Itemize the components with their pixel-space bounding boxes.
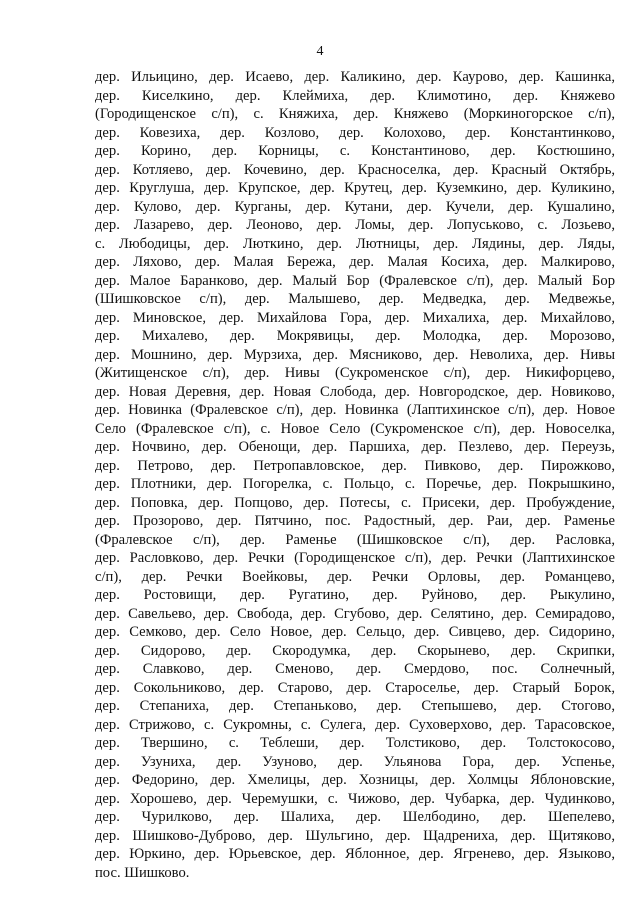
text-line: дер. Сидорово, дер. Скородумка, дер. Скорынево, дер. Скрипки, xyxy=(95,642,615,659)
text-line: Село (Фралевское с/п), с. Новое Село (Сукроменское с/п), дер. Новоселка, xyxy=(95,420,615,437)
text-line: с. Любодицы, дер. Люткино, дер. Лютницы, дер. Лядины, дер. Ляды, xyxy=(95,235,615,252)
text-line: дер. Киселкино, дер. Клеймиха, дер. Климотино, дер. Княжево xyxy=(95,87,615,104)
text-line: дер. Расловково, дер. Речки (Городищенское с/п), дер. Речки (Лаптихинское xyxy=(95,550,615,566)
text-line: дер. Хорошево, дер. Черемушки, с. Чижово, дер. Чубарка, дер. Чудинково, xyxy=(95,790,615,807)
text-line: дер. Миновское, дер. Михайлова Гора, дер. Михалиха, дер. Михайлово, xyxy=(95,309,615,326)
text-line: дер. Круглуша, дер. Крупское, дер. Крутец, дер. Куземкино, дер. Куликино, xyxy=(95,180,615,196)
settlement-list-text xyxy=(95,68,615,882)
text-line: дер. Ляхово, дер. Малая Бережа, дер. Малая Косиха, дер. Малкирово, xyxy=(95,254,615,270)
text-line: дер. Петрово, дер. Петропавловское, дер. Пивково, дер. Пирожково, xyxy=(95,457,615,474)
text-line: дер. Ильицино, дер. Исаево, дер. Каликино, дер. Каурово, дер. Кашинка, xyxy=(95,69,615,85)
text-line: дер. Плотники, дер. Погорелка, с. Польцо, с. Поречье, дер. Покрышкино, xyxy=(95,476,615,492)
text-line: дер. Ростовищи, дер. Ругатино, дер. Руйново, дер. Рыкулино, xyxy=(95,587,615,603)
text-line: дер. Чурилково, дер. Шалиха, дер. Шелбодино, дер. Шепелево, xyxy=(95,809,615,825)
text-line: дер. Сокольниково, дер. Старово, дер. Староселье, дер. Старый Борок, xyxy=(95,679,615,696)
text-line: дер. Ковезиха, дер. Козлово, дер. Колохово, дер. Константинково, xyxy=(95,124,615,141)
page-number: 4 xyxy=(316,44,324,59)
text-line: дер. Стрижово, с. Сукромны, с. Сулега, дер. Суховерхово, дер. Тарасовское, xyxy=(95,716,615,733)
text-line: дер. Семково, дер. Село Новое, дер. Сельцо, дер. Сивцево, дер. Сидорино, xyxy=(95,624,615,640)
text-line: дер. Михалево, дер. Мокрявицы, дер. Молодка, дер. Морозово, xyxy=(95,328,615,344)
text-line: дер. Корино, дер. Корницы, с. Константиново, дер. Костюшино, xyxy=(95,143,615,159)
text-line: (Житищенское с/п), дер. Нивы (Сукроменское с/п), дер. Никифорцево, xyxy=(95,365,615,381)
text-line: дер. Малое Баранково, дер. Малый Бор (Фралевское с/п), дер. Малый Бор xyxy=(95,272,615,289)
text-line: дер. Узуниха, дер. Узуново, дер. Ульянова Гора, дер. Успенье, xyxy=(95,753,615,770)
text-line: с/п), дер. Речки Воейковы, дер. Речки Орловы, дер. Романцево, xyxy=(95,568,615,585)
text-line: дер. Новинка (Фралевское с/п), дер. Новинка (Лаптихинское с/п), дер. Новое xyxy=(95,402,615,418)
text-line: дер. Лазарево, дер. Леоново, дер. Ломы, дер. Лопуськово, с. Лозьево, xyxy=(95,217,615,233)
text-line: дер. Юркино, дер. Юрьевское, дер. Яблонное, дер. Ягренево, дер. Языково, xyxy=(95,846,615,862)
text-line: дер. Федорино, дер. Хмелицы, дер. Хозницы, дер. Холмцы Яблоновские, xyxy=(95,772,615,788)
text-line: дер. Котляево, дер. Кочевино, дер. Красноселка, дер. Красный Октябрь, xyxy=(95,161,615,178)
text-line: дер. Степаниха, дер. Степанькoво, дер. Степышево, дер. Стогово, xyxy=(95,698,615,714)
text-line: (Фралевское с/п), дер. Раменье (Шишковское с/п), дер. Расловка, xyxy=(95,531,615,548)
text-line: дер. Савельево, дер. Свобода, дер. Сгубово, дер. Селятино, дер. Семирадово, xyxy=(95,605,615,622)
text-line: дер. Шишково-Дуброво, дер. Шульгино, дер. Щадрениха, дер. Щитяково, xyxy=(95,827,615,844)
text-line: дер. Прозорово, дер. Пятчино, пос. Радостный, дер. Раи, дер. Раменье xyxy=(95,513,615,529)
text-line: (Городищенское с/п), с. Княжиха, дер. Княжево (Моркиногорское с/п), xyxy=(95,106,615,122)
text-line: пос. Шишково. xyxy=(95,864,190,881)
text-line: дер. Поповка, дер. Попцово, дер. Потесы, с. Присеки, дер. Пробуждение, xyxy=(95,494,615,511)
text-line: дер. Твершино, с. Теблеши, дер. Толстиково, дер. Толстокосово, xyxy=(95,735,615,751)
text-line: дер. Новая Деревня, дер. Новая Слобода, дер. Новгородское, дер. Новиково, xyxy=(95,383,615,400)
text-line: дер. Ночвино, дер. Обенощи, дер. Паршиха, дер. Пезлево, дер. Переузь, xyxy=(95,439,615,455)
text-line: дер. Кулово, дер. Курганы, дер. Кутани, дер. Кучели, дер. Кушалино, xyxy=(95,198,615,215)
text-line: дер. Славково, дер. Сменово, дер. Смердово, пос. Солнечный, xyxy=(95,661,615,677)
text-line: дер. Мошнино, дер. Мурзиха, дер. Мясниково, дер. Неволиха, дер. Нивы xyxy=(95,346,615,363)
text-line: (Шишковское с/п), дер. Малышево, дер. Медведка, дер. Медвежье, xyxy=(95,291,615,307)
